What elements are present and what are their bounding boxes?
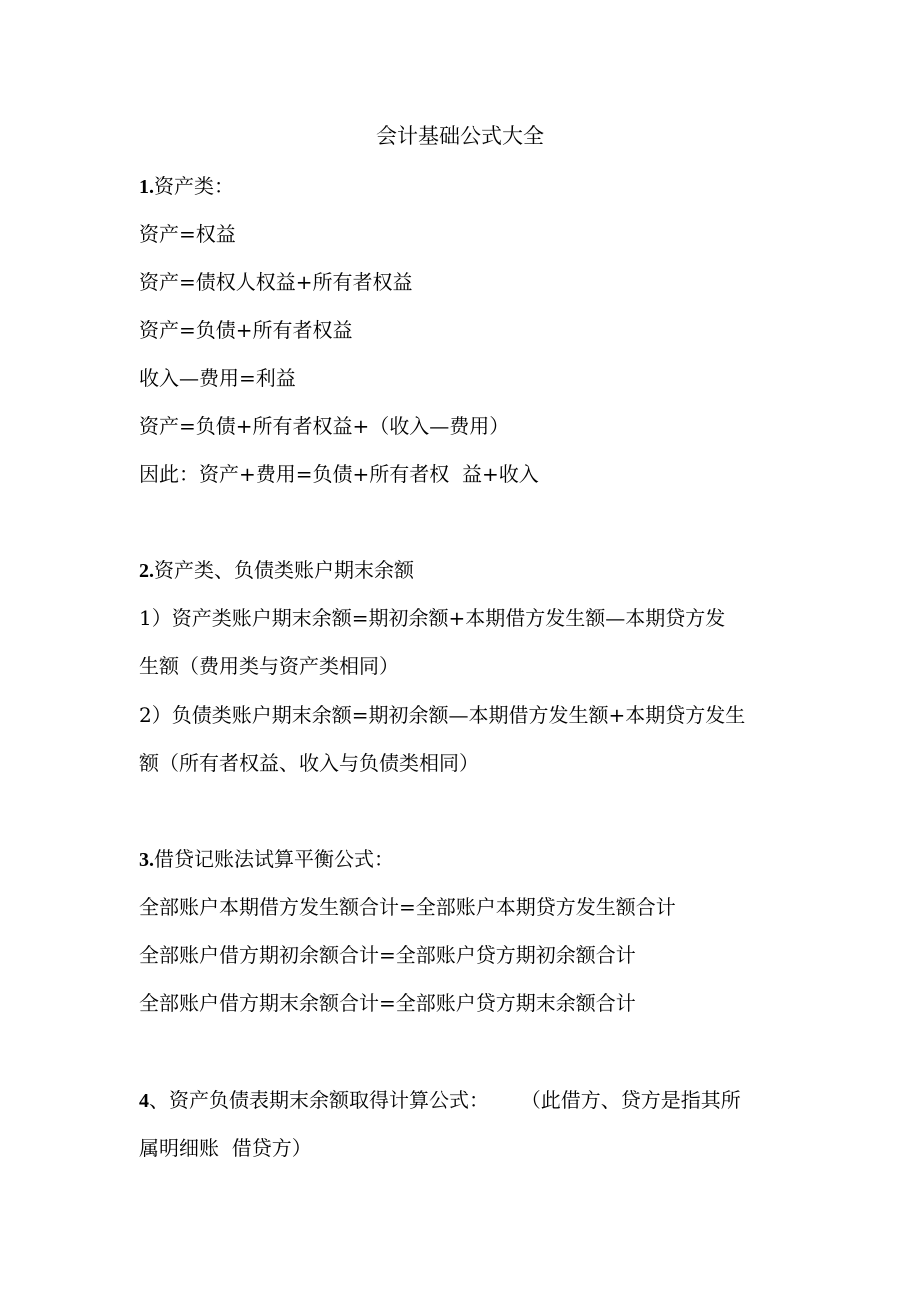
formula-line: 生额（费用类与资产类相同） — [139, 654, 399, 678]
section-heading — [139, 1086, 799, 1115]
formula-line: 资产=负债+所有者权益+（收入—费用） — [139, 414, 510, 438]
section-heading — [139, 556, 799, 585]
section-heading — [139, 845, 799, 874]
formula-line: 全部账户借方期末余额合计=全部账户贷方期末余额合计 — [139, 991, 636, 1015]
formula-line: 2）负债类账户期末余额=期初余额—本期借方发生额+本期贷方发生 — [139, 703, 746, 727]
formula-line: 资产=权益 — [139, 222, 236, 246]
section-number: 2. — [139, 560, 154, 582]
formula-line: 全部账户本期借方发生额合计=全部账户本期贷方发生额合计 — [139, 895, 676, 919]
section-heading-text: 资产类、负债类账户期末余额 — [154, 558, 414, 582]
document-title: 会计基础公式大全 — [376, 124, 544, 148]
section-heading-text: 资产类： — [154, 174, 234, 198]
formula-line: 属明细账 借贷方） — [139, 1136, 312, 1160]
section-number: 4 — [139, 1090, 149, 1112]
section-heading — [139, 172, 799, 201]
formula-line: 全部账户借方期初余额合计=全部账户贷方期初余额合计 — [139, 943, 636, 967]
formula-line: 资产=负债+所有者权益 — [139, 318, 353, 342]
formula-line: 1）资产类账户期末余额=期初余额+本期借方发生额—本期贷方发 — [139, 606, 726, 630]
section-heading-text: 、资产负债表期末余额取得计算公式： （此借方、贷方是指其所 — [149, 1088, 741, 1112]
formula-line: 因此：资产+费用=负债+所有者权 益+收入 — [139, 462, 539, 486]
formula-line: 资产=债权人权益+所有者权益 — [139, 270, 413, 294]
formula-line: 额（所有者权益、收入与负债类相同） — [139, 751, 479, 775]
formula-line: 收入—费用=利益 — [139, 366, 296, 390]
section-number: 1. — [139, 176, 154, 198]
section-number: 3. — [139, 849, 154, 871]
section-heading-text: 借贷记账法试算平衡公式： — [154, 847, 394, 871]
